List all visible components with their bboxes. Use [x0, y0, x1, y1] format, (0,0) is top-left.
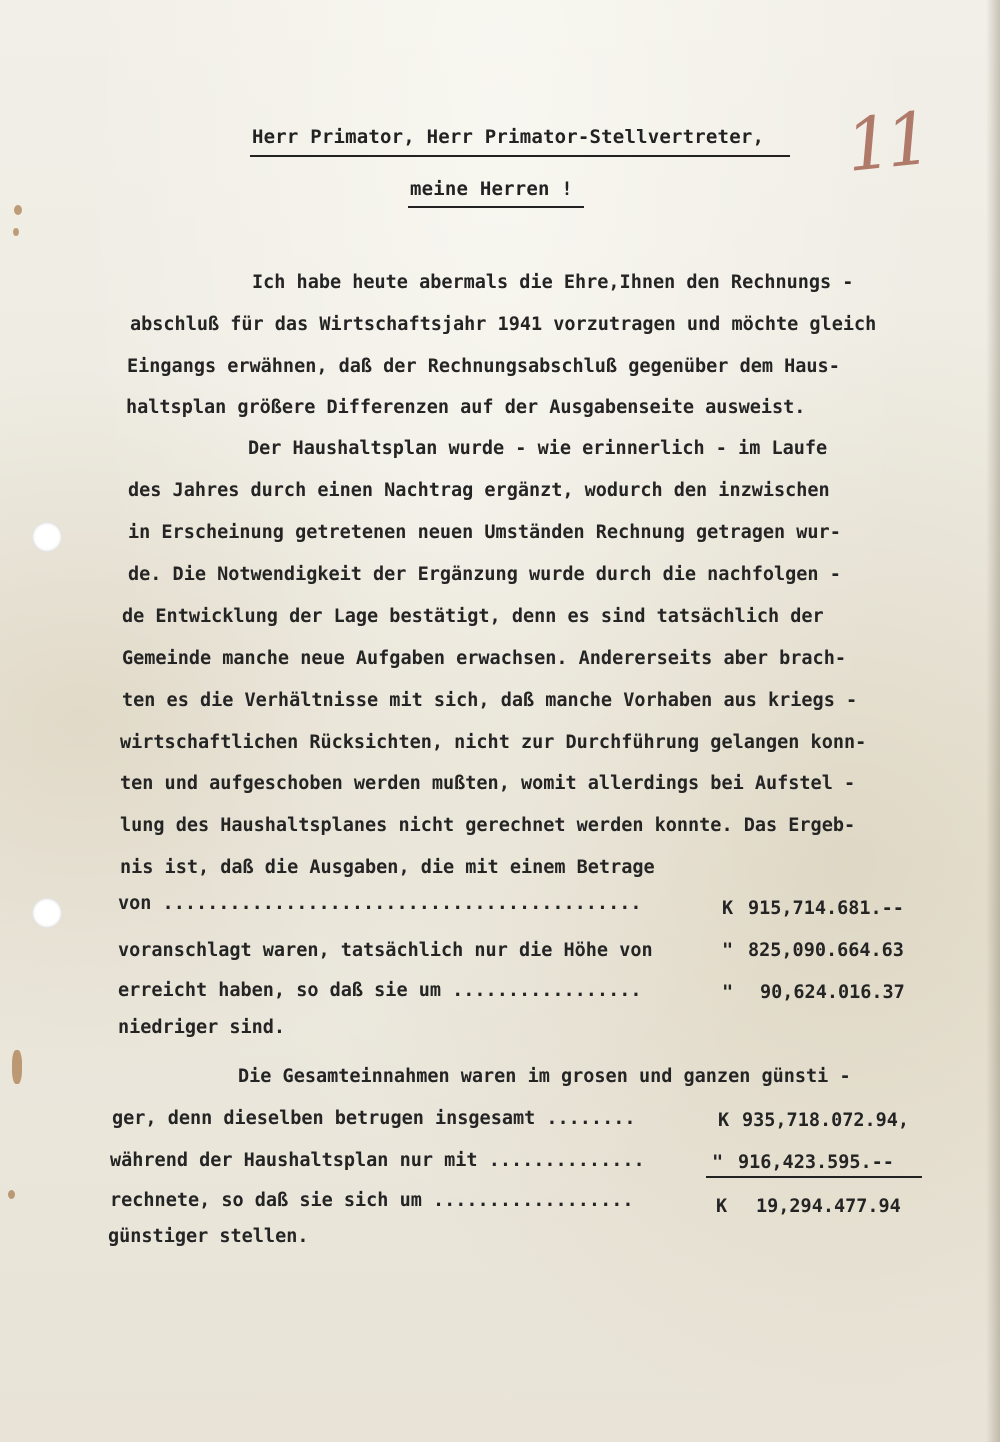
income-label-total: ger, denn dieselben betrugen insgesamt ........ [112, 1108, 636, 1129]
expense-amount-difference: 90,624.016.37 [760, 982, 905, 1003]
currency-sign: K [718, 1110, 730, 1131]
currency-sign: K [722, 898, 734, 919]
text-line: des Jahres durch einen Nachtrag ergänzt, wodurch den inzwischen [128, 480, 830, 501]
text-line: niedriger sind. [118, 1017, 286, 1038]
text-line: Die Gesamteinnahmen waren im grosen und ganzen günsti - [238, 1066, 851, 1087]
text-line: haltsplan größere Differenzen auf der Ausgabenseite ausweist. [126, 397, 806, 418]
sum-underline [706, 1176, 922, 1178]
expense-amount-planned: 915,714.681.-- [748, 898, 904, 919]
text-line: Der Haushaltsplan wurde - wie erinnerlich - im Laufe [248, 438, 828, 459]
text-line: lung des Haushaltsplanes nicht gerechnet werden konnte. Das Ergeb- [120, 815, 856, 836]
punch-hole [32, 898, 62, 928]
salutation-line-1: Herr Primator, Herr Primator-Stellvertreter, [252, 126, 765, 148]
text-line: de. Die Notwendigkeit der Ergänzung wurde durch die nachfolgen - [128, 564, 841, 585]
text-line: Ich habe heute abermals die Ehre,Ihnen den Rechnungs - [252, 272, 854, 293]
text-line: Eingangs erwähnen, daß der Rechnungsabschluß gegenüber dem Haus- [127, 356, 840, 377]
expense-label-difference: erreicht haben, so daß sie um ................. [118, 980, 642, 1001]
text-line: Gemeinde manche neue Aufgaben erwachsen. Andererseits aber brach- [122, 648, 846, 669]
text-line: ten und aufgeschoben werden mußten, womit allerdings bei Aufstel - [120, 773, 856, 794]
rust-stain [14, 205, 22, 215]
income-amount-planned: 916,423.595.-- [738, 1152, 894, 1173]
income-label-difference: rechnete, so daß sie sich um .................. [110, 1190, 634, 1211]
income-amount-total: 935,718.072.94, [742, 1110, 910, 1131]
income-label-planned: während der Haushaltsplan nur mit .............. [110, 1150, 645, 1171]
ditto-sign: " [722, 982, 734, 1003]
salutation-underline-2 [408, 206, 584, 208]
text-line: günstiger stellen. [108, 1226, 309, 1247]
text-line: wirtschaftlichen Rücksichten, nicht zur Durchführung gelangen konn- [120, 732, 867, 753]
ditto-sign: " [722, 940, 734, 961]
punch-hole [32, 522, 62, 552]
text-line: abschluß für das Wirtschaftsjahr 1941 vorzutragen und möchte gleich [130, 314, 877, 335]
rust-stain [8, 1190, 15, 1199]
text-line: de Entwicklung der Lage bestätigt, denn es sind tatsächlich der [122, 606, 824, 627]
salutation-line-2: meine Herren ! [410, 178, 573, 200]
ditto-sign: " [712, 1152, 724, 1173]
pencil-page-number: 11 [841, 96, 930, 188]
salutation-underline-1 [250, 155, 790, 157]
currency-sign: K [716, 1196, 728, 1217]
rust-stain [12, 1050, 22, 1084]
expense-label-actual: voranschlagt waren, tatsächlich nur die Höhe von [118, 940, 653, 961]
text-line: ten es die Verhältnisse mit sich, daß manche Vorhaben aus kriegs - [122, 690, 858, 711]
page-edge-shadow [986, 0, 1000, 1442]
text-line: nis ist, daß die Ausgaben, die mit einem Betrage [120, 857, 655, 878]
income-amount-difference: 19,294.477.94 [756, 1196, 901, 1217]
text-line: in Erscheinung getretenen neuen Umständen Rechnung getragen wur- [128, 522, 841, 543]
expense-amount-actual: 825,090.664.63 [748, 940, 904, 961]
expense-label-planned: von ........................................... [118, 893, 642, 914]
rust-stain [13, 228, 19, 236]
